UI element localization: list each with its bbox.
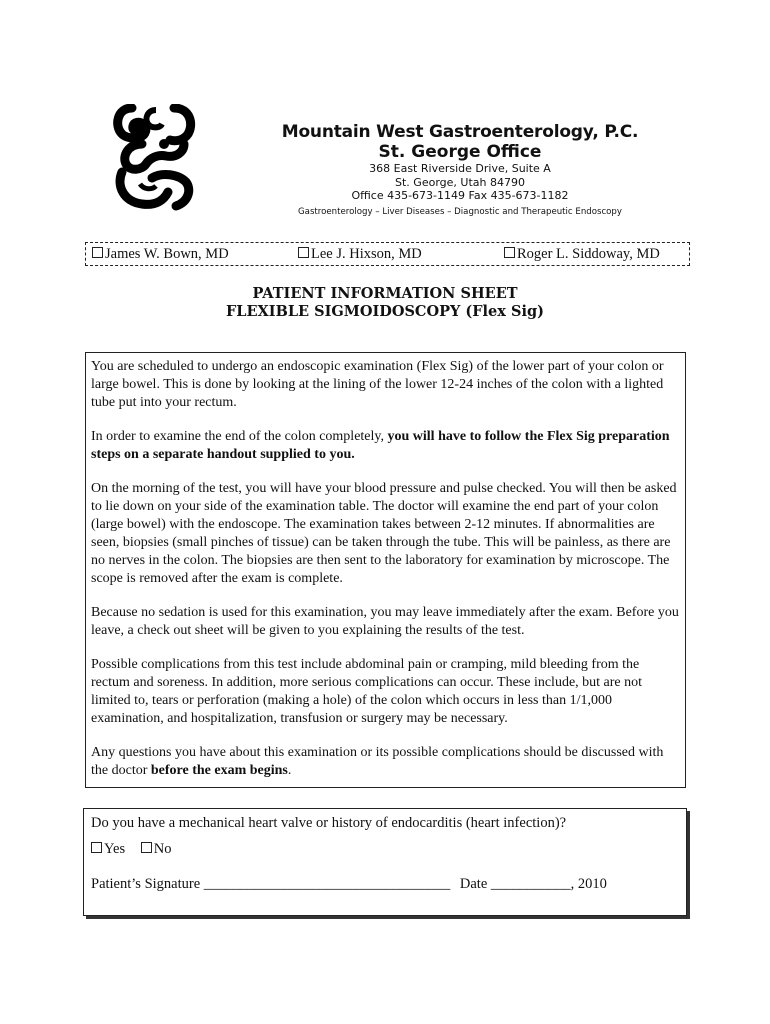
checkbox-icon[interactable]	[504, 247, 515, 258]
address-line-1: 368 East Riverside Drive, Suite A	[369, 162, 551, 175]
doctor-option-siddoway[interactable]	[504, 246, 660, 263]
address-line-2: St. George, Utah 84790	[395, 175, 525, 189]
clinic-name: Mountain West Gastroenterology, P.C.	[281, 122, 639, 142]
phone-fax: Office 435-673-1149 Fax 435-673-1182	[351, 189, 569, 202]
no-option[interactable]: No	[141, 841, 172, 857]
signature-label: Patient’s Signature	[91, 876, 201, 892]
signature-row	[91, 876, 607, 893]
preparation-emphasis: you will have to follow the Flex Sig preparation steps on a separate handout supplied to you.	[91, 429, 670, 462]
date-label: Date	[459, 876, 488, 892]
paragraph-procedure: On the morning of the test, you will have your blood pressure and pulse checked. You will then be asked to lie down on your side of the examination table. The doctor will examine the end part of your colon (large bowel) with the endoscope. The examination takes between 2-12 minutes. If abnormalities are seen, biopsies (small pinches of tissue) can be taken through the tube. This will be painless, as there are no nerves in the colon. The biopsies are then sent to the laboratory for examination by microscope. The scope is removed after the exam is complete.	[91, 481, 677, 586]
checkbox-icon[interactable]	[91, 842, 102, 853]
clinic-office: St. George Office	[378, 142, 542, 162]
information-box	[85, 352, 686, 788]
checkbox-icon[interactable]	[92, 247, 103, 258]
yes-option[interactable]: Yes	[91, 841, 125, 857]
consent-box	[83, 808, 687, 916]
heart-valve-question: Do you have a mechanical heart valve or history of endocarditis (heart infection)?	[91, 815, 567, 831]
yes-no-options	[91, 841, 171, 858]
clinic-specialty: Gastroenterology – Liver Diseases – Diagnostic and Therapeutic Endoscopy	[298, 206, 622, 217]
paragraph-preparation: In order to examine the end of the colon completely, you will have to follow the Flex Sig preparation steps on a separate handout supplied to you.	[91, 429, 670, 462]
page-subtitle: FLEXIBLE SIGMOIDOSCOPY (Flex Sig)	[226, 303, 544, 320]
paragraph-complications: Possible complications from this test include abdominal pain or cramping, mild bleeding from the rectum and soreness. In addition, more serious complications can occur. These include, but are not limited to, tears or perforation (making a hole) of the colon which occurs in less than 1/1,000 examination, and hospitalization, transfusion or surgery may be necessary.	[91, 657, 643, 726]
doctor-option-hixson[interactable]	[298, 246, 422, 263]
checkbox-icon[interactable]	[298, 247, 309, 258]
gi-tract-logo-icon	[112, 104, 196, 212]
page-title: PATIENT INFORMATION SHEET	[252, 285, 518, 302]
paragraph-after-exam: Because no sedation is used for this examination, you may leave immediately after the exam. Before you leave, a check out sheet will be given to you explaining the results of the test.	[91, 605, 679, 638]
doctor-option-bown[interactable]	[92, 246, 229, 263]
checkbox-icon[interactable]	[141, 842, 152, 853]
questions-emphasis: before the exam begins	[150, 763, 288, 778]
doctor-selection-row	[85, 242, 690, 266]
date-field[interactable]: ___________	[490, 876, 571, 892]
signature-field[interactable]: __________________________________	[203, 876, 451, 892]
paragraph-intro: You are scheduled to undergo an endoscopic examination (Flex Sig) of the lower part of your colon or large bowel. This is done by looking at the lining of the lower 12-24 inches of the colon with a lighted tube put into your rectum.	[91, 359, 664, 410]
paragraph-questions: Any questions you have about this examination or its possible complications should be discussed with the doctor before the exam begins.	[91, 745, 664, 778]
doctor-name: Roger L. Siddoway, MD	[517, 246, 660, 262]
clinic-header	[270, 122, 650, 218]
doctor-name: James W. Bown, MD	[105, 246, 229, 262]
date-year: , 2010	[570, 876, 607, 892]
doctor-name: Lee J. Hixson, MD	[311, 246, 422, 262]
